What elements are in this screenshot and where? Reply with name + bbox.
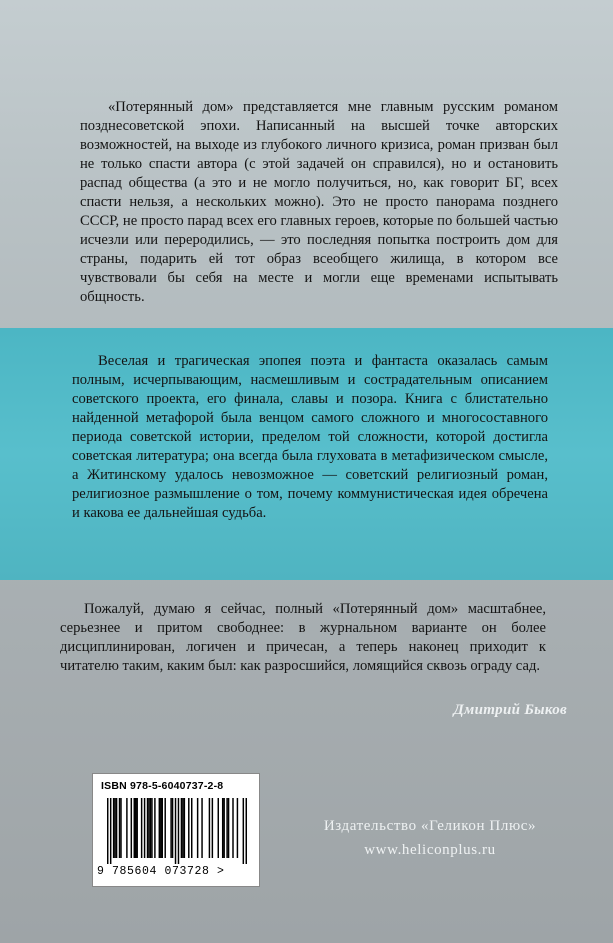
barcode-bar	[120, 798, 121, 858]
barcode-bar	[159, 798, 160, 858]
barcode-bar	[164, 798, 165, 858]
publisher-block	[300, 814, 560, 862]
barcode-bar	[181, 798, 182, 858]
barcode-bar	[212, 798, 213, 858]
barcode-bar	[141, 798, 142, 858]
review-paragraph-3: Пожалуй, думаю я сейчас, полный «Потерянный дом» масштабнее, серьезнее и притом свободнее: в журнальном варианте он более дисциплинирован, логичен и причесан, а теперь наконец приходит к читателю таким, каким был: как разросшийся, ломящийся сквозь ограду сад.	[60, 601, 546, 674]
isbn-text: ISBN 978-5-6040737-2-8	[101, 780, 224, 792]
barcode-bar	[246, 798, 247, 864]
barcode-bar	[184, 798, 185, 858]
barcode-bar	[144, 798, 145, 858]
barcode-bar	[209, 798, 210, 858]
barcode-bar	[228, 798, 229, 858]
barcode-bar	[170, 798, 171, 858]
barcode-bar	[201, 798, 202, 858]
barcode-bar	[154, 798, 155, 858]
barcode-bar	[222, 798, 223, 858]
publisher-name: Издательство «Геликон Плюс»	[323, 818, 537, 834]
barcode-bar	[134, 798, 135, 858]
barcode-bar	[113, 798, 114, 858]
barcode-bar	[135, 798, 136, 858]
barcode-bar	[178, 798, 179, 864]
barcode-bar	[148, 798, 149, 858]
barcode-bar	[182, 798, 183, 858]
barcode-bar	[151, 798, 152, 858]
barcode-bar	[197, 798, 198, 858]
barcode-bar	[218, 798, 219, 858]
barcode-bar	[223, 798, 224, 858]
barcode-bar	[243, 798, 244, 864]
barcode-bar	[162, 798, 163, 858]
barcode-bar	[232, 798, 233, 858]
barcode-bar	[191, 798, 192, 858]
review-paragraph-2: Веселая и трагическая эпопея поэта и фантаста оказалась самым полным, исчерпывающим, насмешливым и сострадательным описанием советского проекта, его финала, славы и позора. Книга с блистательно найденной метафорой была венцом самого сложного и многосоставного периода советской истории, пределом той сложности, которой достигла советская литература; она всегда была глуховата в метафизическом смысле, а Житинскому удалось невозможное — советский религиозный роман, религиозное размышление о том, почему коммунистическая идея обречена и какова ее дальнейшая судьба.	[72, 353, 548, 521]
barcode-bar	[131, 798, 132, 858]
barcode-bar	[110, 798, 111, 864]
barcode-bar	[172, 798, 173, 858]
barcode-bar	[107, 798, 108, 864]
publisher-website[interactable]: www.heliconplus.ru	[364, 842, 496, 858]
barcode-bar	[226, 798, 227, 858]
barcode-bar	[116, 798, 117, 858]
review-author: Дмитрий Быков	[453, 702, 567, 718]
barcode-bar	[175, 798, 176, 864]
barcode-bar	[126, 798, 127, 858]
ean-digits: 9 785604 073728 >	[97, 865, 225, 878]
barcode-bar	[237, 798, 238, 858]
barcode-bar	[119, 798, 120, 858]
barcode-bar	[160, 798, 161, 858]
barcode-bar	[136, 798, 137, 858]
barcode-bars	[107, 798, 247, 864]
barcode-bar	[188, 798, 189, 858]
review-paragraph-1: «Потерянный дом» представляется мне главным русским романом позднесоветской эпохи. Написанный на высшей точке авторских возможностей, на выходе из глубокого личного кризиса, роман призван был не только спасти автора (с этой задачей он справился), но и остановить распад общества (а это и не могло получиться, но, как говорит БГ, всех спасти нельзя, а нескольких можно). Это не просто панорама позднего СССР, не просто парад всех его главных героев, которые по большей частью исчезли или переродились, — это последняя попытка построить дом для страны, подарить ей тот образ всеобщего жилища, в котором все чувствовали бы себя на месте и могли еще временами испытывать общность.	[80, 99, 558, 305]
barcode-label	[92, 773, 260, 887]
barcode-bar	[147, 798, 148, 858]
barcode-bar	[150, 798, 151, 858]
barcode-bar	[114, 798, 115, 858]
